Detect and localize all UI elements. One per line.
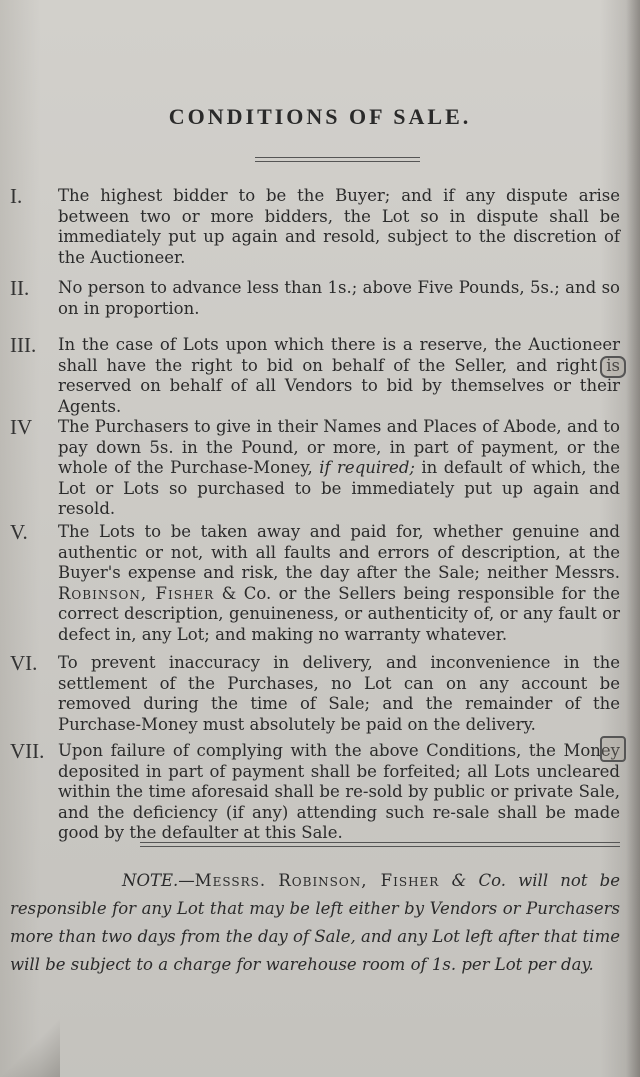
condition-numeral: I. <box>10 184 23 208</box>
condition-text <box>58 335 620 417</box>
binding-clip-mark <box>600 736 626 762</box>
page-edge-shadow <box>626 0 640 1077</box>
condition-text <box>58 653 620 735</box>
note-heading <box>122 867 620 895</box>
page-title: CONDITIONS OF SALE. <box>168 104 472 129</box>
condition-text <box>58 522 620 645</box>
title-divider <box>255 157 420 162</box>
condition-text <box>58 278 620 319</box>
note-head-rest: & Co. will not be <box>451 871 621 890</box>
condition-text <box>58 417 620 520</box>
condition-text-content: No person to advance less than 1s.; above Five Pounds, 5s.; and so on in proportion. <box>58 278 620 318</box>
condition-text-content: Upon failure of complying with the above Conditions, the Money deposited in part of payment shall be forfeited; all Lots uncleared within the time aforesaid shall be re-sold by public or private Sale, and the deficiency (if any) attending such re-sale shall be made good by the defaulter at this Sale. <box>58 741 620 842</box>
note-firm-name: Robinson, Fisher <box>278 871 440 890</box>
condition-numeral: III. <box>10 333 37 357</box>
note-divider <box>140 842 620 847</box>
condition-numeral: II. <box>10 276 30 300</box>
condition-text-content: The highest bidder to be the Buyer; and if any dispute arise between two or more bidders, the Lot so in dispute shall be immediately put up again and resold, subject to the discretion of the Auctioneer. <box>58 186 620 267</box>
condition-numeral: VII. <box>10 739 45 763</box>
condition-text-part: The Lots to be taken away and paid for, whether genuine and authentic or not, with all faults and errors of description, at the Buyer's expense and risk, the day after the Sale; neither Messrs. <box>58 522 620 582</box>
condition-text-part: & Co. or the Sellers being responsible for the correct description, genuineness, or authenticity of, or any fault or defect in, any Lot; and making no warranty whatever. <box>58 583 620 644</box>
condition-numeral: V. <box>10 520 28 544</box>
condition-text-part: The Purchasers to give in their Names and Places of Abode, and to pay down 5s. in the Pound, or more, in part of payment, or the whole of the Purchase-Money, <box>58 417 620 477</box>
condition-text <box>58 186 620 268</box>
condition-numeral: IV <box>10 415 33 439</box>
note-body: responsible for any Lot that may be left either by Vendors or Purchasers more than two days from the day of Sale, and any Lot left after that time will be subject to a charge for warehouse room of 1s. per Lot per day. <box>10 899 620 974</box>
condition-text-content: In the case of Lots upon which there is a reserve, the Auctioneer shall have the right to bid on behalf of the Seller, and right is reserved on behalf of all Vendors to bid by themselves or their Agents. <box>58 335 620 416</box>
condition-text-content: To prevent inaccuracy in delivery, and inconvenience in the settlement of the Purchases, no Lot can on any account be removed during the time of Sale; and the remainder of the Purchase-Money must absolutely be paid on the delivery. <box>58 653 620 734</box>
note-lead: NOTE.— <box>122 871 195 890</box>
note-messrs: Messrs. <box>194 871 267 890</box>
condition-text <box>58 741 620 844</box>
condition-text-part: in default of which, the Lot or Lots so purchased to be immediately put up again and resold. <box>58 458 621 518</box>
binding-hole-mark <box>600 356 626 378</box>
condition-text-italic: if required; <box>319 458 415 477</box>
firm-name: Robinson, Fisher <box>58 583 215 603</box>
condition-numeral: VI. <box>10 651 38 675</box>
page-corner-shadow <box>0 1017 60 1077</box>
